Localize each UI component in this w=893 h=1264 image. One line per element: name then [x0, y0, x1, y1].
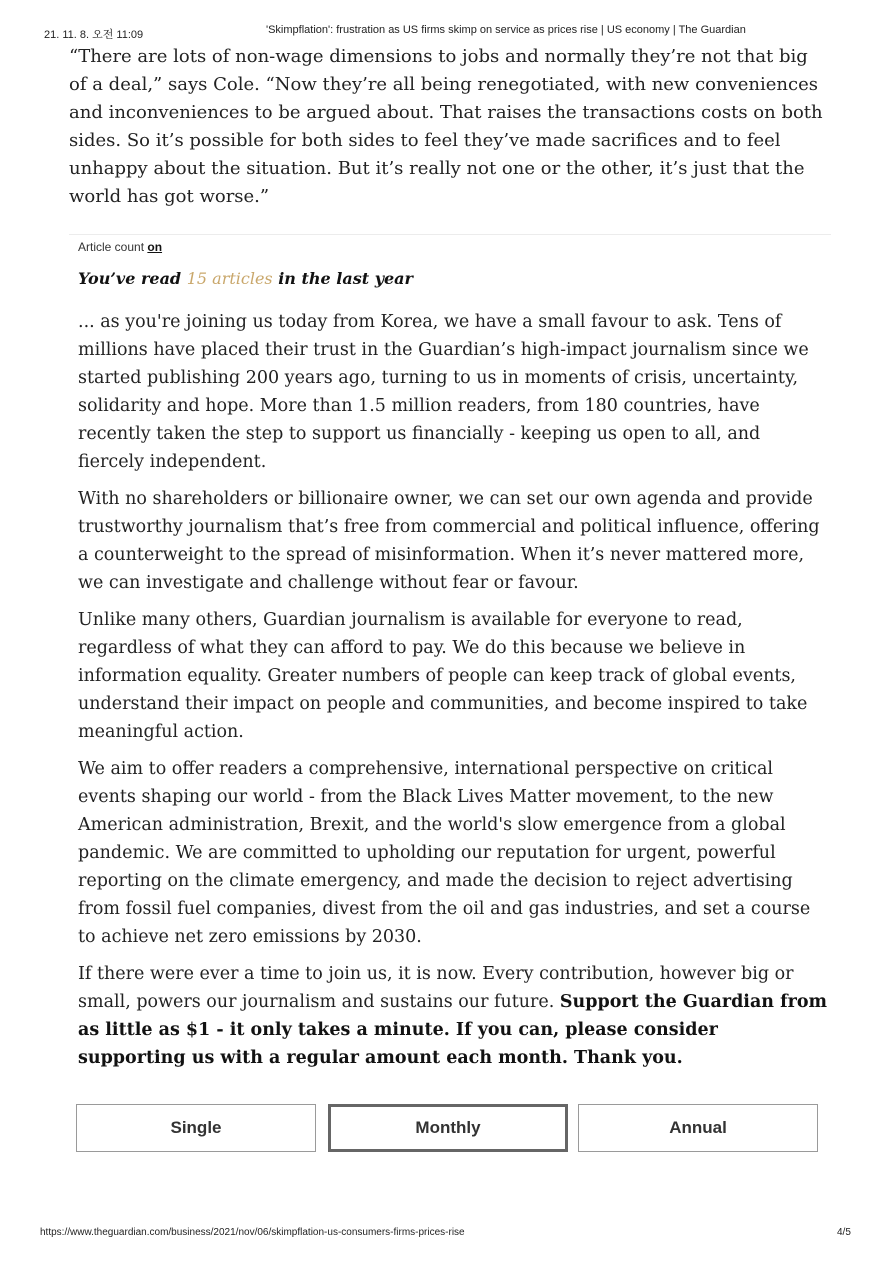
epic-paragraph: We aim to offer readers a comprehensive, international perspective on critical events shaping our world - from the Black Lives Matter movement, to the new American administration, Brexit, and the world's slow emergence from a global pandemic. We are committed to upholding our reputation for urgent, powerful reporting on the climate emergency, and made the decision to reject advertising from fossil fuel companies, divest from the oil and gas industries, and set a course to achieve net zero emissions by 2030. — [78, 759, 811, 947]
epic-paragraph: ... as you're joining us today from Korea, we have a small favour to ask. Tens of millions have placed their trust in the Guardian’s high-impact journalism since we started publishing 200 years ago, turning to us in moments of crisis, uncertainty, solidarity and hope. More than 1.5 million readers, from 180 countries, have recently taken the step to support us financially - keeping us open to all, and fiercely independent. — [78, 312, 809, 472]
epic-paragraph: With no shareholders or billionaire owner, we can set our own agenda and provide trustworthy journalism that’s free from commercial and political influence, offering a counterweight to the spread of misinformation. When it’s never mattered more, we can investigate and challenge without fear or favour. — [78, 489, 820, 593]
monthly-option-button[interactable]: Monthly — [328, 1104, 568, 1152]
heading-count: 15 articles — [186, 269, 273, 288]
page-number: 4/5 — [837, 1227, 851, 1238]
article-count-label: Article count — [78, 240, 145, 254]
heading-prefix: You’ve read — [78, 269, 182, 288]
epic-paragraph: Unlike many others, Guardian journalism is available for everyone to read, regardless of what they can afford to pay. We do this because we believe in information equality. Greater numbers of people can keep track of global events, understand their impact on people and communities, and become inspired to take meaningful action. — [78, 610, 808, 742]
support-epic — [78, 240, 830, 1081]
article-count — [78, 240, 830, 258]
final-paragraph-bold: Support the Guardian from as little as $1 - it only takes a minute. If you can, please consider supporting us with a regular amount each month. Thank you. — [78, 992, 828, 1068]
print-footer — [0, 1227, 893, 1243]
article-count-toggle[interactable]: on — [147, 240, 163, 254]
epic-heading — [78, 268, 830, 290]
print-date: 21. 11. 8. 오전 11:09 — [44, 29, 144, 41]
frequency-selector — [76, 1104, 820, 1156]
print-url: https://www.theguardian.com/business/2021/nov/06/skimpflation-us-consumers-firms-prices-rise — [40, 1227, 465, 1238]
single-option-button[interactable]: Single — [76, 1104, 316, 1152]
final-paragraph-plain: If there were ever a time to join us, it is now. Every contribution, however big or small, powers our journalism and sustains our future. — [78, 964, 794, 1012]
heading-suffix: in the last year — [278, 269, 413, 288]
print-page-title: 'Skimpflation': frustration as US firms skimp on service as prices rise | US economy | The Guardian — [266, 24, 746, 36]
divider — [69, 234, 831, 235]
annual-option-button[interactable]: Annual — [578, 1104, 818, 1152]
epic-final-paragraph — [78, 960, 830, 1072]
print-header — [0, 24, 893, 40]
intro-paragraph: “There are lots of non-wage dimensions to jobs and normally they’re not that big of a deal,” says Cole. “Now they’re all being renegotiated, with new conveniences and inconveniences to be argued about. That raises the transactions costs on both sides. So it’s possible for both sides to feel they’ve made sacrifices and to feel unhappy about the situation. But it’s really not one or the other, it’s just that the world has got worse.” — [69, 46, 823, 207]
